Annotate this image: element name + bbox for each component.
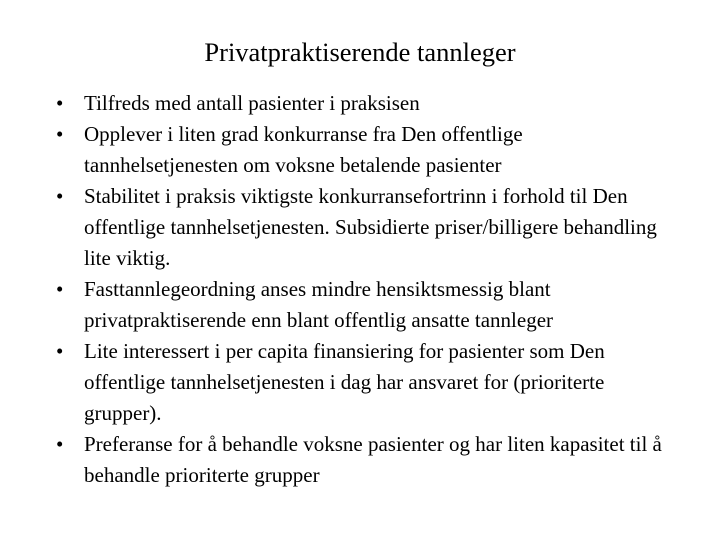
bullet-text: Opplever i liten grad konkurranse fra Den offentlige tannhelsetjenesten om voksne betalende pasienter <box>84 122 523 177</box>
bullet-item <box>56 274 676 336</box>
bullet-item <box>56 119 676 181</box>
bullet-text: Tilfreds med antall pasienter i praksisen <box>84 91 420 115</box>
bullet-text: Preferanse for å behandle voksne pasienter og har liten kapasitet til å behandle prioriterte grupper <box>84 432 662 487</box>
bullet-dot-icon: • <box>56 339 64 363</box>
bullet-text: Fasttannlegeordning anses mindre hensiktsmessig blant privatpraktiserende enn blant offentlig ansatte tannleger <box>84 277 554 332</box>
bullet-list <box>56 88 676 491</box>
bullet-dot-icon: • <box>56 122 64 146</box>
bullet-dot-icon: • <box>56 184 64 208</box>
bullet-text: Lite interessert i per capita finansiering for pasienter som Den offentlige tannhelsetjenesten i dag har ansvaret for (prioriterte grupper). <box>84 339 605 425</box>
bullet-item <box>56 181 676 274</box>
bullet-dot-icon: • <box>56 277 64 301</box>
bullet-text: Stabilitet i praksis viktigste konkurransefortrinn i forhold til Den offentlige tannhelsetjenesten. Subsidierte priser/billigere behandling lite viktig. <box>84 184 657 270</box>
bullet-dot-icon: • <box>56 432 64 456</box>
bullet-dot-icon: • <box>56 91 64 115</box>
bullet-item <box>56 88 676 119</box>
bullet-item <box>56 336 676 429</box>
slide-title: Privatpraktiserende tannleger <box>204 37 516 67</box>
bullet-item <box>56 429 676 491</box>
